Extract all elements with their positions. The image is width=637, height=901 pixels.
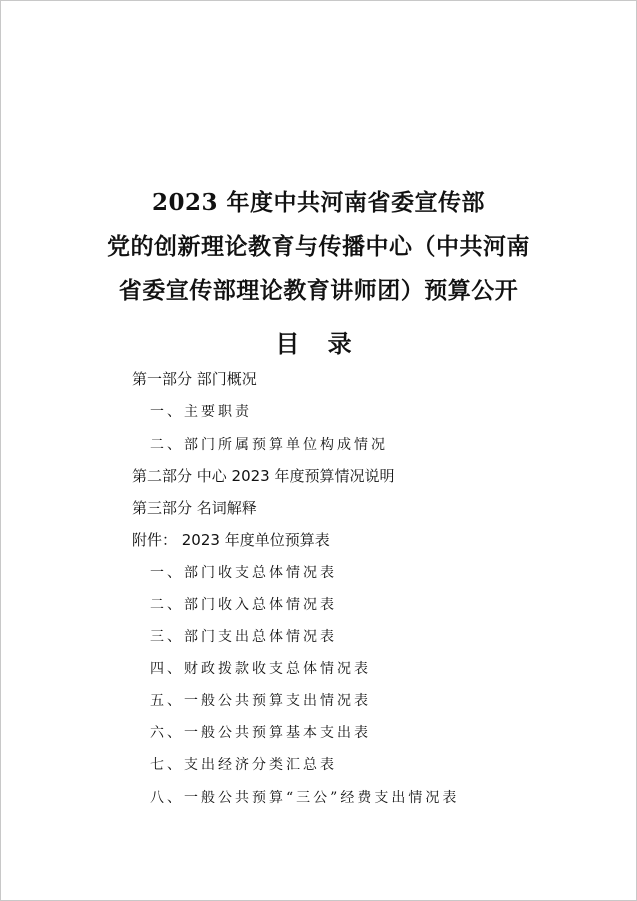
toc-item-attachment: 附件： 2023 年度单位预算表	[132, 531, 330, 549]
title-line-3: 省委宣传部理论教育讲师团）预算公开	[118, 277, 519, 304]
toc-item: 八、一般公共预算“三公”经费支出情况表	[150, 790, 460, 806]
toc-item: 六、一般公共预算基本支出表	[150, 725, 371, 741]
toc-item: 四、财政拨款收支总体情况表	[150, 661, 371, 677]
toc-item-part-2: 第二部分 中心 2023 年度预算情况说明	[132, 467, 395, 485]
toc-item: 一、部门收支总体情况表	[150, 565, 337, 581]
document-title	[1, 181, 636, 313]
title-line-2: 党的创新理论教育与传播中心（中共河南	[107, 233, 530, 260]
toc-item-part-3: 第三部分 名词解释	[132, 499, 257, 517]
toc-item: 五、一般公共预算支出情况表	[150, 693, 371, 709]
toc-item: 七、支出经济分类汇总表	[150, 757, 337, 773]
toc-item-part-1: 第一部分 部门概况	[132, 370, 257, 388]
toc-item: 一、主要职责	[150, 404, 252, 420]
toc-item: 二、部门所属预算单位构成情况	[150, 437, 388, 453]
toc-heading: 目 录	[275, 329, 362, 358]
title-line-1: 2023 年度中共河南省委宣传部	[151, 189, 486, 216]
toc-item: 二、部门收入总体情况表	[150, 597, 337, 613]
toc-item: 三、部门支出总体情况表	[150, 629, 337, 645]
